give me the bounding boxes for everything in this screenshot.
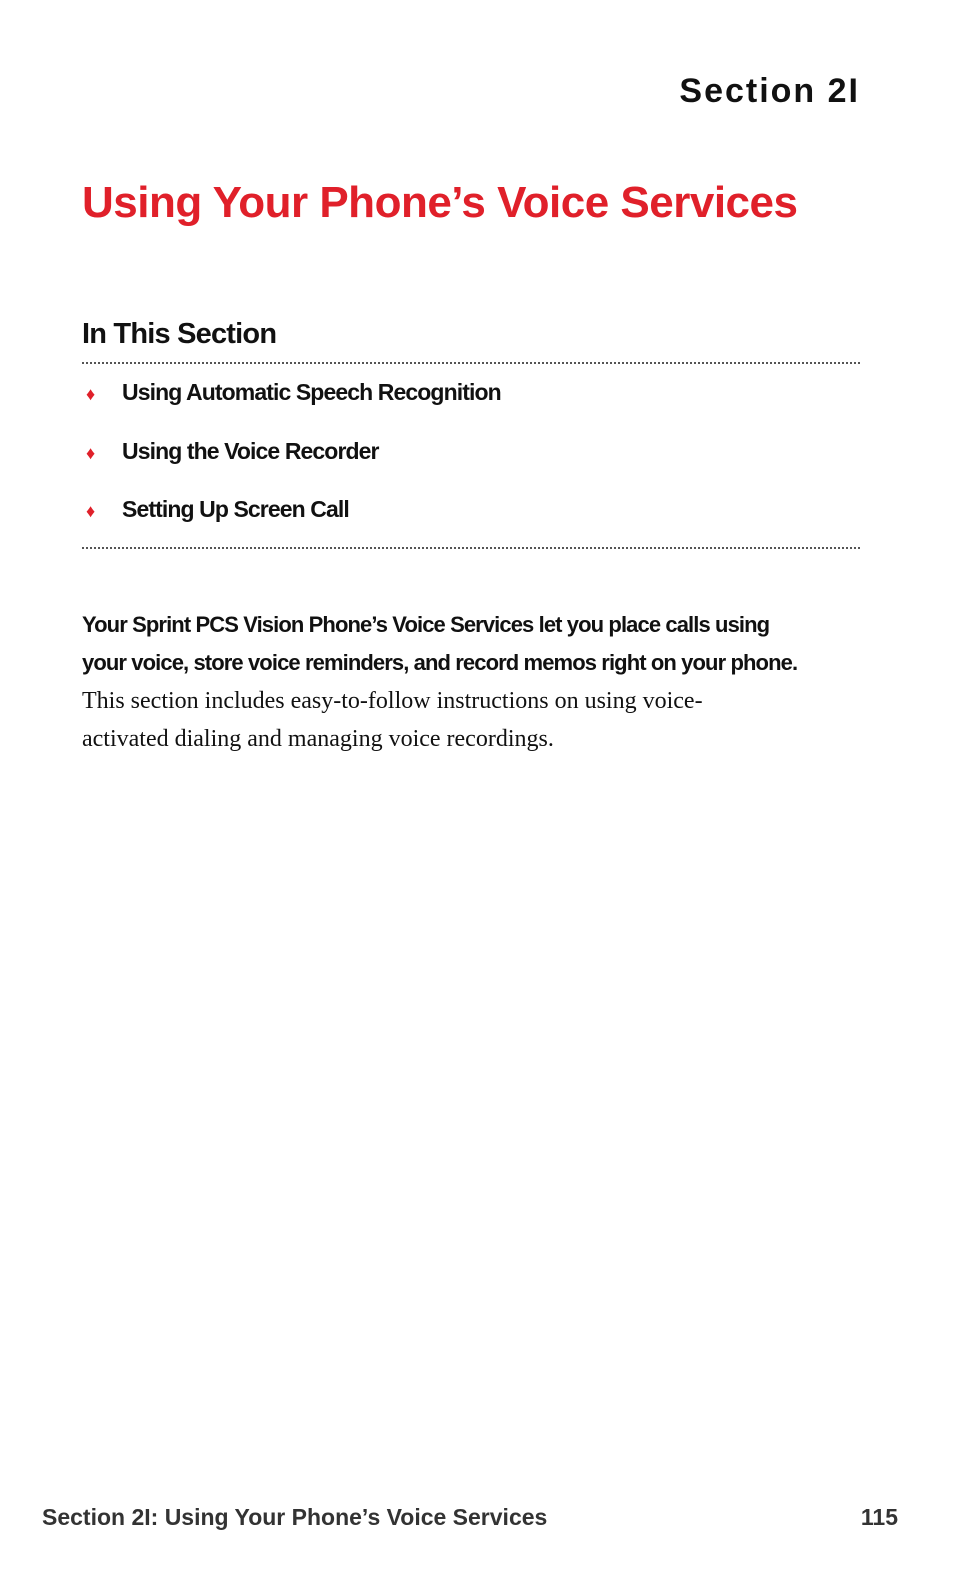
red-diamond-bullet-icon: ♦ — [86, 442, 96, 463]
list-item-screen-call[interactable] — [82, 496, 501, 555]
intro-paragraph — [82, 606, 842, 758]
red-diamond-bullet-icon: ♦ — [86, 501, 96, 521]
footer-running-title: Section 2I: Using Your Phone’s Voice Services — [42, 1504, 548, 1530]
toc-link-voice-recorder[interactable]: Using the Voice Recorder — [122, 437, 379, 464]
toc-link-speech-recognition[interactable]: Using Automatic Speech Recognition — [122, 379, 501, 405]
bottom-dotted-divider — [82, 547, 860, 549]
intro-bold-line: your voice, store voice reminders, and record memos right on your phone. — [82, 650, 798, 675]
section-contents-list — [82, 379, 501, 555]
intro-body-line: activated dialing and managing voice recordings. — [82, 726, 554, 752]
intro-bold-line: Your Sprint PCS Vision Phone’s Voice Services let you place calls using — [82, 612, 770, 637]
page-title: Using Your Phone’s Voice Services — [82, 178, 798, 227]
top-dotted-divider — [82, 362, 860, 364]
in-this-section-heading: In This Section — [82, 318, 277, 350]
list-item-voice-recorder[interactable] — [82, 438, 501, 497]
page-number: 115 — [860, 1504, 898, 1530]
page-footer — [42, 1504, 898, 1531]
toc-link-screen-call[interactable]: Setting Up Screen Call — [122, 496, 349, 522]
list-item-speech-recognition[interactable] — [82, 379, 501, 438]
section-label: Section 2I — [679, 72, 860, 110]
red-diamond-bullet-icon: ♦ — [86, 384, 96, 404]
intro-body-line: This section includes easy-to-follow instructions on using voice- — [82, 688, 703, 714]
